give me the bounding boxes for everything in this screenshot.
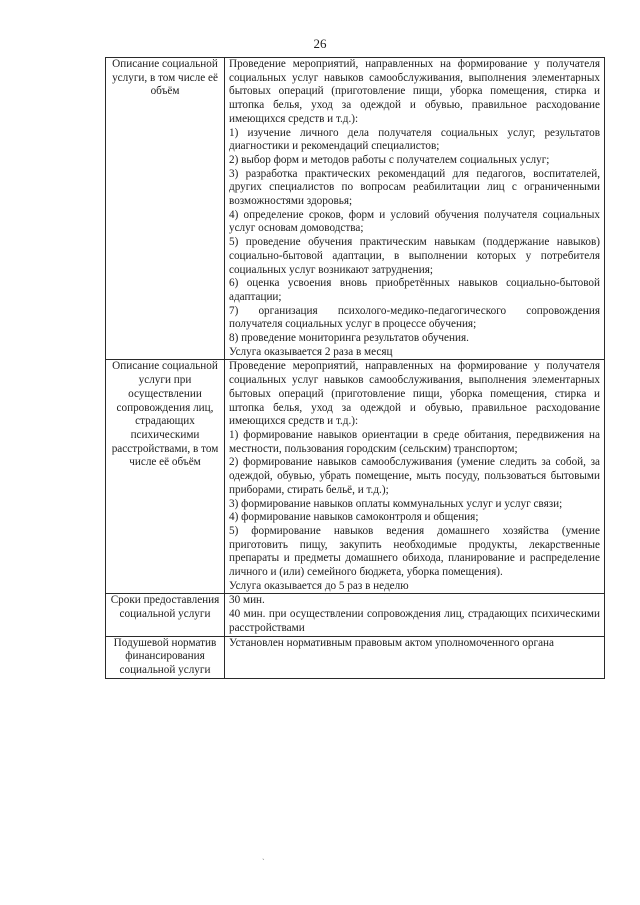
paragraph: Установлен нормативным правовым актом уполномоченного органа — [229, 636, 554, 649]
paragraph: 4) определение сроков, форм и условий обучения получателя социальных услуг основам домоводства; — [229, 208, 600, 235]
paragraph: 6) оценка усвоения вновь приобретённых навыков социально-бытовой адаптации; — [229, 277, 600, 303]
paragraph: 2) выбор форм и методов работы с получателем социальных услуг; — [229, 153, 550, 166]
row-content — [225, 636, 605, 678]
row-content — [225, 58, 605, 360]
table-row — [106, 360, 605, 594]
service-description-table — [105, 57, 605, 679]
row-label: Подушевой норматив финансирования социальной услуги — [106, 636, 225, 678]
row-label: Описание социальной услуги, в том числе её объём — [106, 58, 225, 360]
paragraph: 3) разработка практических рекомендаций для педагогов, воспитателей, других специалистов по вопросам реабилитации лиц с ограниченными возможностями здоровья; — [229, 167, 600, 208]
paragraph: 1) изучение личного дела получателя социальных услуг, результатов диагностики и рекомендаций специалистов; — [229, 126, 600, 153]
row-label: Сроки предоставления социальной услуги — [106, 594, 225, 636]
table-row — [106, 636, 605, 678]
frequency-note: Услуга оказывается 2 раза в месяц — [229, 345, 393, 358]
paragraph: 5) формирование навыков ведения домашнего хозяйства (умение приготовить пищу, закупить необходимые продукты, лекарственные препараты и предметы домашнего обихода, планирование и распределение личного и (или) семейного бюджета, уборка помещения). — [229, 524, 600, 579]
scan-speck: ˎ — [262, 851, 265, 860]
paragraph: Проведение мероприятий, направленных на формирование у получателя социальных услуг навыков самообслуживания, выполнения элементарных бытовых операций (приготовление пищи, уборка помещения, стирка и штопка белья, уход за одеждой и обувью, правильное расходование имеющихся средств и т.д.): — [229, 58, 600, 125]
table-row — [106, 58, 605, 360]
table-row — [106, 594, 605, 636]
paragraph: 40 мин. при осуществлении сопровождения лиц, страдающих психическими расстройствами — [229, 608, 600, 634]
frequency-note: Услуга оказывается до 5 раз в неделю — [229, 579, 409, 592]
page-number: 26 — [313, 36, 327, 51]
paragraph: 8) проведение мониторинга результатов обучения. — [229, 332, 469, 345]
paragraph: 1) формирование навыков ориентации в среде обитания, передвижения на местности, пользования городским (сельским) транспортом; — [229, 428, 600, 455]
paragraph: 2) формирование навыков самообслуживания (умение следить за собой, за одеждой, обувью, убрать помещение, мыть посуду, пользоваться бытовыми приборами, стирать бельё, и т.д.); — [229, 456, 600, 496]
row-content — [225, 594, 605, 636]
paragraph: 30 мин. — [229, 594, 265, 607]
row-label: Описание социальной услуги при осуществлении сопровождения лиц, страдающих психическими расстройствами, в том числе её объём — [106, 360, 225, 594]
row-content — [225, 360, 605, 594]
paragraph: 3) формирование навыков оплаты коммунальных услуг и услуг связи; — [229, 497, 563, 510]
paragraph: 7) организация психолого-медико-педагогического сопровождения получателя социальных услуг в процессе обучения; — [229, 304, 600, 331]
paragraph: Проведение мероприятий, направленных на формирование у получателя социальных услуг навыков самообслуживания, выполнения элементарных бытовых операций (приготовление пищи, уборка помещения, стирка и штопка белья, уход за одеждой и обувью, правильное расходование имеющихся средств и т.д.): — [229, 360, 600, 428]
paragraph: 4) формирование навыков самоконтроля и общения; — [229, 511, 479, 524]
paragraph: 5) проведение обучения практическим навыкам (поддержание навыков) социально-бытовой адаптации, в выполнении которых у потребителя социальных услуг возникают затруднения; — [229, 236, 600, 276]
